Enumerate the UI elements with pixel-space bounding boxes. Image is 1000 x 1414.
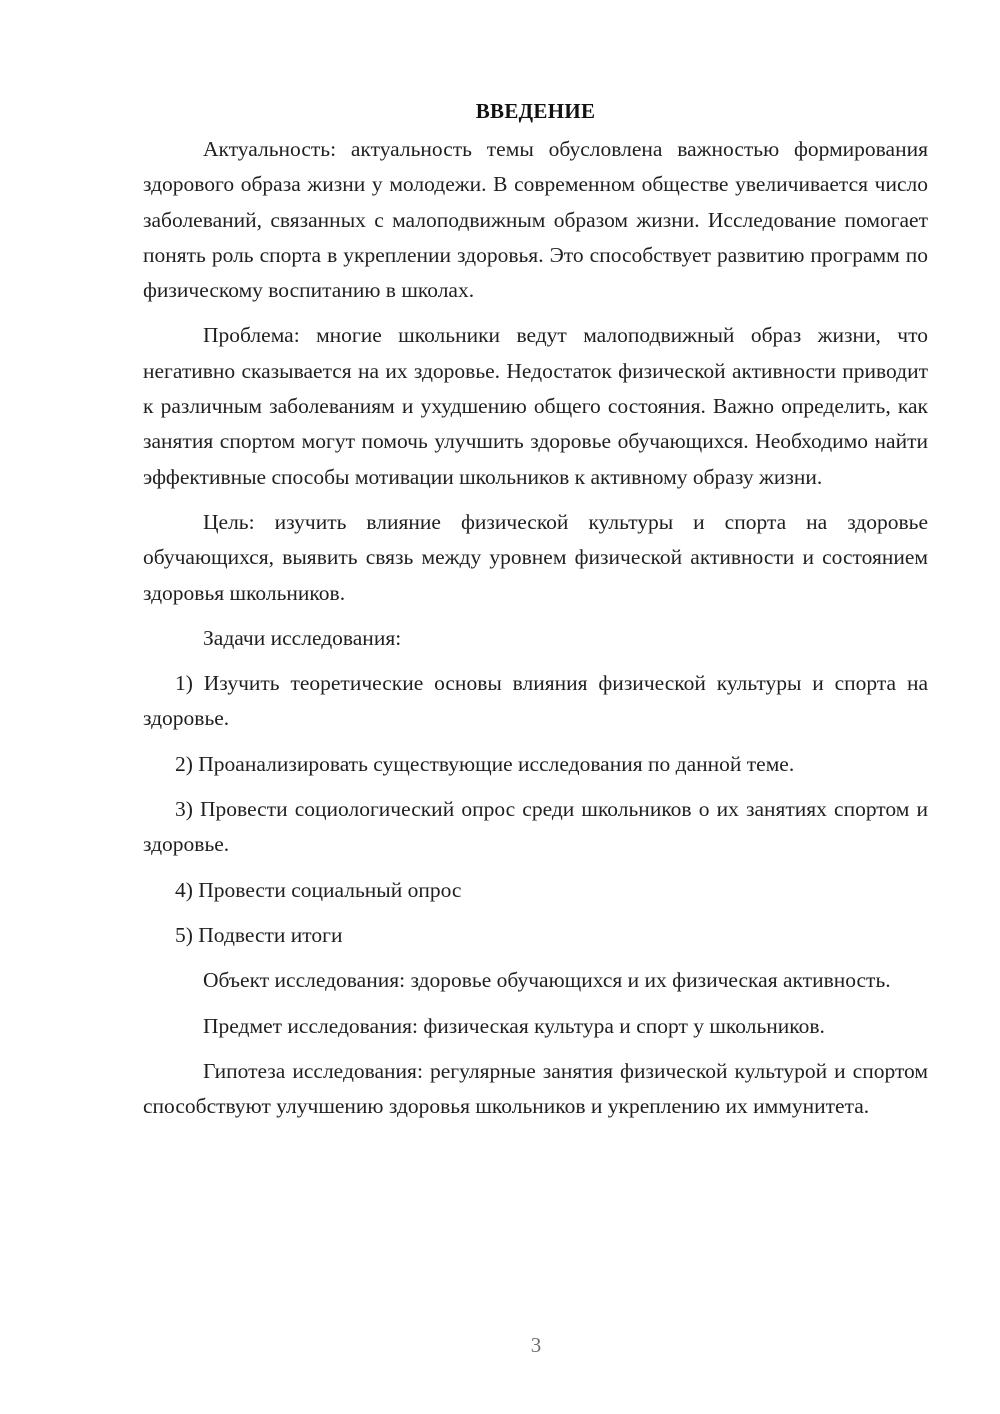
goal-paragraph: Цель: изучить влияние физической культуры и спорта на здоровье обучающихся, выявить связь между уровнем физической активности и состоянием здоровья школьников. (143, 509, 928, 605)
page-content (143, 94, 928, 1134)
task-item: 3) Провести социологический опрос среди школьников о их занятиях спортом и здоровье. (143, 797, 928, 857)
task-item: 4) Провести социальный опрос (175, 877, 462, 902)
subject-paragraph: Предмет исследования: физическая культура и спорт у школьников. (203, 1013, 825, 1038)
section-heading: ВВЕДЕНИЕ (475, 99, 596, 123)
relevance-paragraph: Актуальность: актуальность темы обусловлена важностью формирования здорового образа жизни у молодежи. В современном обществе увеличивается число заболеваний, связанных с малоподвижным образом жизни. Исследование помогает понять роль спорта в укреплении здоровья. Это способствует развитию программ по физическому воспитанию в школах. (143, 137, 928, 303)
page-number: 3 (530, 1333, 542, 1357)
task-item: 2) Проанализировать существующие исследования по данной теме. (175, 751, 795, 776)
problem-paragraph: Проблема: многие школьники ведут малоподвижный образ жизни, что негативно сказывается на их здоровье. Недостаток физической активности приводит к различным заболеваниям и ухудшению общего состояния. Важно определить, как занятия спортом могут помочь улучшить здоровье обучающихся. Необходимо найти эффективные способы мотивации школьников к активному образу жизни. (143, 323, 928, 489)
object-paragraph: Объект исследования: здоровье обучающихся и их физическая активность. (203, 968, 891, 993)
hypothesis-paragraph: Гипотеза исследования: регулярные занятия физической культурой и спортом способствуют улучшению здоровья школьников и укреплению их иммунитета. (143, 1058, 928, 1119)
task-item: 5) Подвести итоги (175, 922, 343, 947)
task-item: 1) Изучить теоретические основы влияния физической культуры и спорта на здоровье. (143, 671, 928, 731)
tasks-heading: Задачи исследования: (203, 625, 402, 650)
